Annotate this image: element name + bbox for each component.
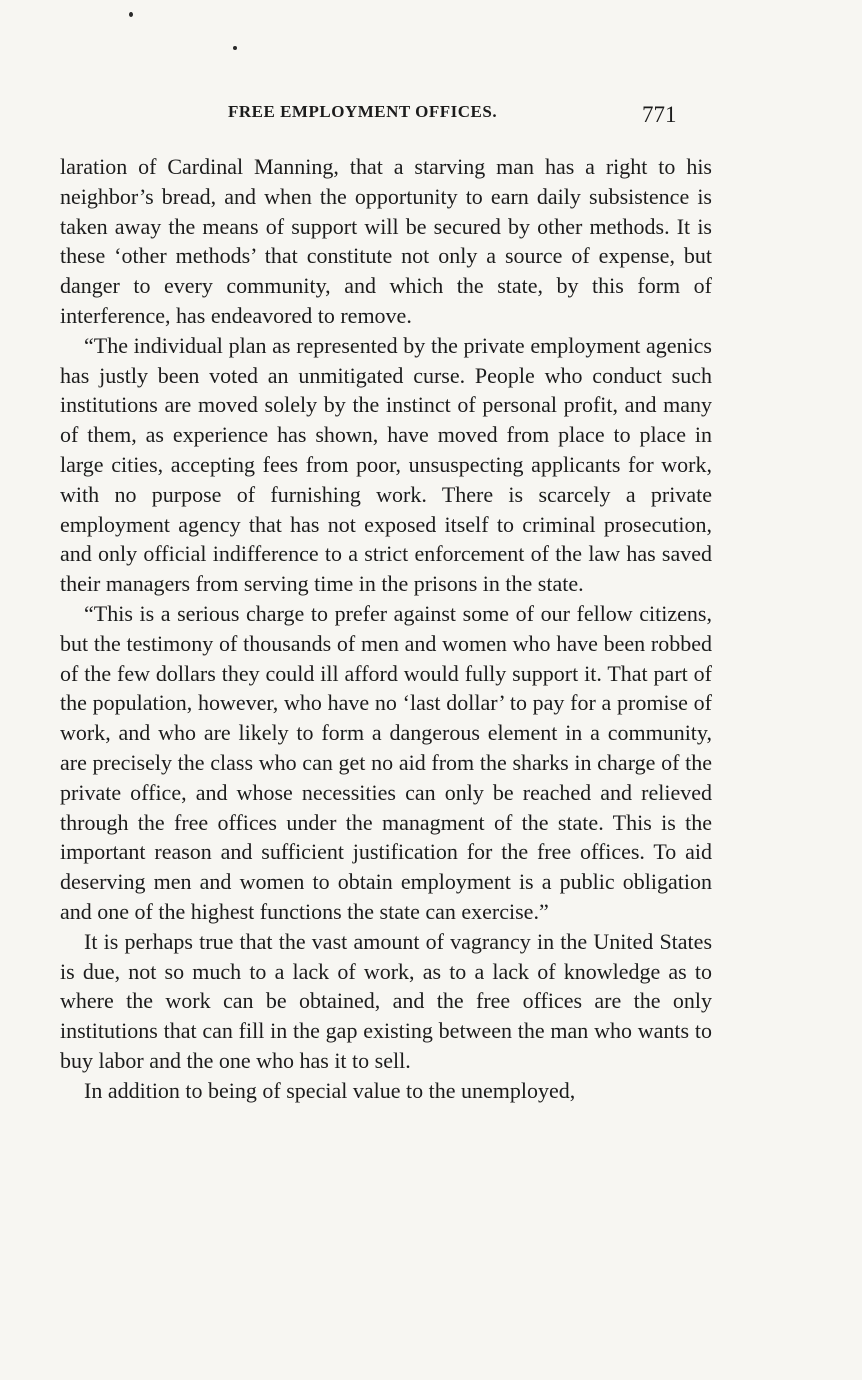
page-header [0, 96, 862, 136]
print-speck [233, 46, 237, 50]
body-text [60, 152, 712, 1106]
running-title: FREE EMPLOYMENT OFFICES. [228, 102, 498, 121]
paragraph: “This is a serious charge to prefer against some of our fellow citizens, but the testimony of thousands of men and women who have been robbed of the few dollars they could ill afford would fully support it. That part of the population, however, who have no ‘last dollar’ to pay for a promise of work, and who are likely to form a dangerous element in a community, are precisely the class who can get no aid from the sharks in charge of the private office, and whose necessities can only be reached and relieved through the free offices under the managment of the state. This is the important reason and sufficient justification for the free offices. To aid deserving men and women to obtain employment is a public obligation and one of the highest functions the state can exercise.” [60, 600, 712, 924]
paragraph: “The individual plan as represented by the private employment agenics has justly been voted an unmitigated curse. People who conduct such institutions are moved solely by the instinct of personal profit, and many of them, as experience has shown, have moved from place to place in large cities, accepting fees from poor, unsuspecting applicants for work, with no purpose of furnishing work. There is scarcely a private employment agency that has not exposed itself to criminal prosecution, and only official indifference to a strict enforcement of the law has saved their managers from serving time in the prisons in the state. [60, 332, 712, 597]
paragraph: laration of Cardinal Manning, that a starving man has a right to his neighbor’s bread, and when the opportunity to earn daily subsistence is taken away the means of support will be secured by other methods. It is these ‘other methods’ that constitute not only a source of expense, but danger to every community, and which the state, by this form of interference, has endeavored to remove. [60, 154, 712, 328]
paragraph: In addition to being of special value to the unemployed, [84, 1077, 576, 1103]
paragraph: It is perhaps true that the vast amount of vagrancy in the United States is due, not so much to a lack of work, as to a lack of knowledge as to where the work can be obtained, and the free offices are the only institutions that can fill in the gap existing between the man who wants to buy labor and the one who has it to sell. [60, 928, 712, 1073]
print-speck [129, 12, 133, 17]
page-number: 771 [642, 102, 677, 127]
